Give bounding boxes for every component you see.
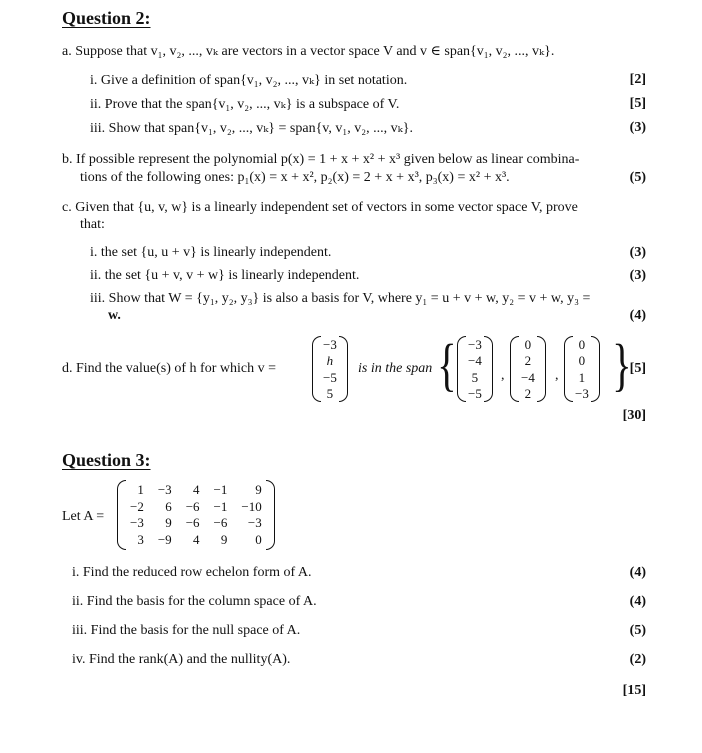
v-entry: −5 <box>323 369 337 385</box>
span-vector-entry: −4 <box>521 369 535 385</box>
q2d-vector-v <box>312 336 348 402</box>
q3-total: [15] <box>622 683 646 698</box>
q3-item-2-mark: (4) <box>629 594 646 609</box>
question-2-title: Question 2: <box>62 8 151 28</box>
span-vector-entry: 0 <box>524 336 532 352</box>
matrix-cell: 9 <box>220 531 228 547</box>
q2d-span-vector-1 <box>457 336 493 402</box>
matrix-cell: −6 <box>185 498 200 514</box>
q3-item-1-mark: (4) <box>629 565 646 580</box>
matrix-cell: 9 <box>255 482 262 497</box>
span-vector-entry: 1 <box>578 369 586 385</box>
q2c-item-3-continued: w. <box>108 308 121 323</box>
matrix-cell: −2 <box>130 498 144 514</box>
q2a-item-1-mark: [2] <box>629 72 646 87</box>
matrix-cell: −3 <box>130 515 144 530</box>
q2a-item-3: iii. Show that span{v₁, v₂, ..., vₖ} = span{v, v₁, v₂, ..., vₖ}. <box>90 121 413 136</box>
q2b-mark: (5) <box>629 170 646 185</box>
q3-item-3: iii. Find the basis for the null space of A. <box>72 623 301 638</box>
q2d-span-label: is in the span <box>358 361 433 376</box>
matrix-cell: −3 <box>157 482 172 497</box>
matrix-cell: −6 <box>185 515 200 530</box>
q3-item-2: ii. Find the basis for the column space of A. <box>72 594 317 609</box>
span-vector-entry: −5 <box>468 386 482 402</box>
q2a-intro: a. Suppose that v₁, v₂, ..., vₖ are vectors in a vector space V and v ∈ span{v₁, v₂, ..., vₖ}. <box>62 44 555 59</box>
matrix-cell: 4 <box>193 531 200 547</box>
v-entry: −3 <box>323 336 337 352</box>
q2c-item-1-mark: (3) <box>629 245 646 260</box>
q2d-mark: [5] <box>629 361 646 376</box>
matrix-cell: −9 <box>157 531 172 547</box>
q2c-item-3-mark: (4) <box>629 308 646 323</box>
span-vector-entry: 5 <box>471 369 479 385</box>
span-vector-entry: 0 <box>578 353 586 369</box>
matrix-cell: 4 <box>193 482 200 497</box>
comma: , <box>555 368 559 383</box>
matrix-cell: 6 <box>165 498 172 514</box>
q3-let-a: Let A = <box>62 509 105 524</box>
right-brace: } <box>612 332 632 397</box>
v-entry: 5 <box>326 386 334 402</box>
q2b-line-2: tions of the following ones: p₁(x) = x + x², p₂(x) = 2 + x + x³, p₃(x) = x² + x³. <box>80 170 510 185</box>
q2-total: [30] <box>622 408 646 423</box>
matrix-cell: 3 <box>137 531 144 547</box>
q3-item-3-mark: (5) <box>629 623 646 638</box>
matrix-a <box>117 480 275 550</box>
matrix-cell: 9 <box>165 515 172 530</box>
question-3-title: Question 3: <box>62 450 151 470</box>
q2c-item-2: ii. the set {u + v, v + w} is linearly independent. <box>90 268 360 283</box>
matrix-cell: −1 <box>213 498 228 514</box>
q3-item-4: iv. Find the rank(A) and the nullity(A). <box>72 652 291 667</box>
q2c-line-1: c. Given that {u, v, w} is a linearly independent set of vectors in some vector space V, prove <box>62 200 578 215</box>
q2a-item-2-mark: [5] <box>629 96 646 111</box>
q2c-item-2-mark: (3) <box>629 268 646 283</box>
q2d-span-vector-2 <box>510 336 546 402</box>
matrix-cell: 1 <box>137 482 144 497</box>
span-vector-entry: −3 <box>575 386 589 402</box>
matrix-cell: −10 <box>241 498 262 514</box>
q2c-item-1: i. the set {u, u + v} is linearly independent. <box>90 245 332 260</box>
q3-item-1: i. Find the reduced row echelon form of A. <box>72 565 312 580</box>
q2d-span-vector-3 <box>564 336 600 402</box>
q2b-line-1: b. If possible represent the polynomial p(x) = 1 + x + x² + x³ given below as linear combina- <box>62 152 580 167</box>
comma: , <box>501 368 505 383</box>
span-vector-entry: 2 <box>524 386 532 402</box>
q2c-item-3: iii. Show that W = {y₁, y₂, y₃} is also a basis for V, where y₁ = u + v + w, y₂ = v + w, y₃ = <box>90 291 591 306</box>
q2a-item-1: i. Give a definition of span{v₁, v₂, ..., vₖ} in set notation. <box>90 73 408 88</box>
q3-item-4-mark: (2) <box>629 652 646 667</box>
matrix-cell: 0 <box>255 531 262 547</box>
span-vector-entry: 0 <box>578 336 586 352</box>
q2d-text: d. Find the value(s) of h for which v = <box>62 361 276 376</box>
span-vector-entry: −3 <box>468 336 482 352</box>
matrix-cell: −6 <box>213 515 228 530</box>
span-vector-entry: 2 <box>524 353 532 369</box>
q2a-item-2: ii. Prove that the span{v₁, v₂, ..., vₖ} is a subspace of V. <box>90 97 400 112</box>
q2a-item-3-mark: (3) <box>629 120 646 135</box>
matrix-cell: −1 <box>213 482 228 497</box>
q2c-line-2: that: <box>80 217 105 232</box>
matrix-cell: −3 <box>247 515 262 530</box>
v-entry: h <box>326 353 334 369</box>
span-vector-entry: −4 <box>468 353 482 369</box>
left-brace: { <box>437 332 457 397</box>
